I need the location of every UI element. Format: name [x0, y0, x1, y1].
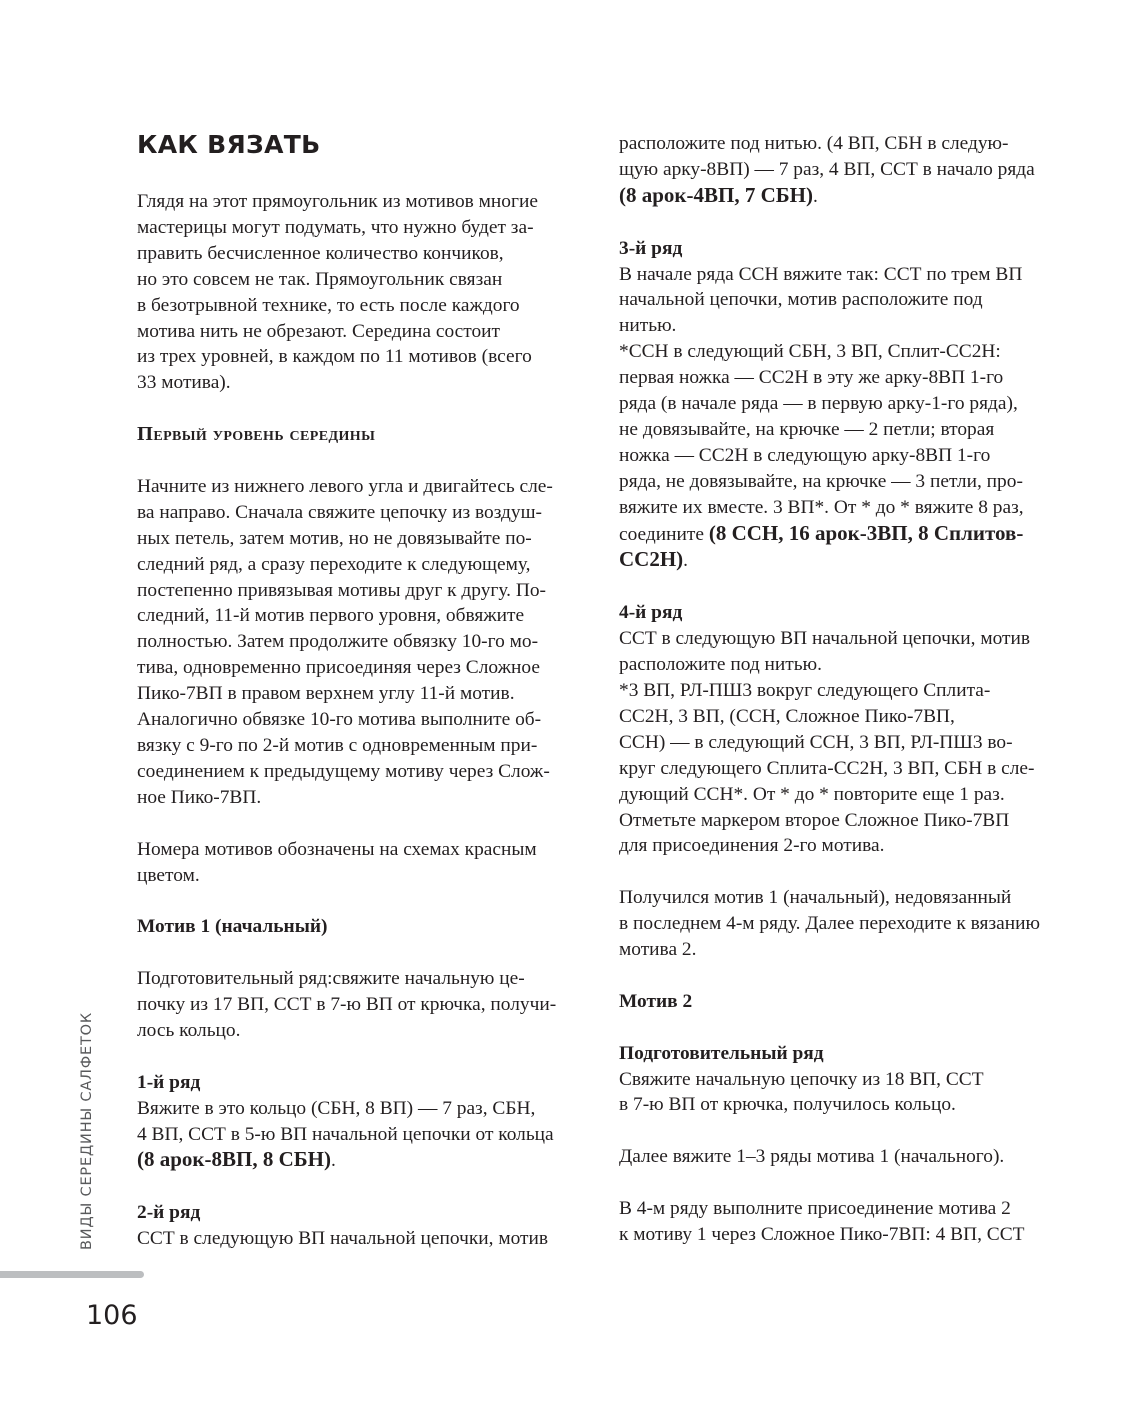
- row3-heading: 3-й ряд: [619, 237, 683, 259]
- text-line: лось кольцо.: [137, 1019, 241, 1041]
- text-line: к мотиву 1 через Сложное Пико-7ВП: 4 ВП, ССТ: [619, 1223, 1025, 1245]
- row4-join-paragraph: [619, 1196, 1069, 1248]
- row2-result: (8 арок-4ВП, 7 СБН): [619, 182, 813, 207]
- text-line: следний ряд, а сразу переходите к следующему,: [137, 553, 531, 575]
- text-line: ное Пико-7ВП.: [137, 786, 262, 808]
- text-line: ССТ в следующую ВП начальной цепочки, мотив: [137, 1228, 549, 1250]
- text-line: но это совсем не так. Прямоугольник связан: [137, 268, 503, 290]
- text-line: Получился мотив 1 (начальный), недовязанный: [619, 887, 1012, 909]
- text-line: Подготовительный ряд:свяжите начальную це-: [137, 968, 525, 990]
- text-line: круг следующего Сплита-СС2Н, 3 ВП, СБН в сле-: [619, 757, 1035, 779]
- text-line: из трех уровней, в каждом по 11 мотивов (всего: [137, 346, 532, 368]
- motif1-heading: Мотив 1 (начальный): [137, 916, 328, 938]
- text-line: СС2Н, 3 ВП, (ССН, Сложное Пико-7ВП,: [619, 705, 955, 727]
- text-line: в 7-ю ВП от крючка, получилось кольцо.: [619, 1094, 956, 1116]
- row2-paragraph: [137, 1226, 577, 1252]
- text-line: Отметьте маркером второе Сложное Пико-7ВП: [619, 809, 1010, 831]
- intro-paragraph: [137, 189, 577, 396]
- text-line: ряда, не довязывайте, на крючке — 3 петли, про-: [619, 470, 1023, 492]
- text-line: вяжите их вместе. 3 ВП*. От * до * вяжите 8 раз,: [619, 496, 1024, 518]
- text-line: мастерицы могут подумать, что нужно будет за-: [137, 216, 534, 238]
- chapter-side-label: ВИДЫ СЕРЕДИНЫ САЛФЕТОК: [79, 1012, 95, 1250]
- row4-paragraph: [619, 626, 1069, 859]
- text-line: нитью.: [619, 315, 677, 337]
- left-column: [137, 130, 577, 1252]
- prep2-paragraph: [619, 1067, 1069, 1119]
- text-line: *3 ВП, РЛ-ПШ3 вокруг следующего Сплита-: [619, 680, 991, 701]
- text-line: Начните из нижнего левого угла и двигайтесь сле-: [137, 475, 553, 497]
- text-line: расположите под нитью. (4 ВП, СБН в следую-: [619, 133, 1009, 154]
- row3-last-prefix: соедините: [619, 523, 709, 545]
- prep-row-paragraph: [137, 966, 577, 1044]
- rows13-paragraph: [619, 1144, 1069, 1170]
- row1-end: .: [330, 1150, 336, 1172]
- text-line: ножка — СС2Н в следующую арку-8ВП 1-го: [619, 444, 991, 466]
- text-line: ряда (в начале ряда — в первую арку-1-го ряда),: [619, 393, 1018, 415]
- text-line: Глядя на этот прямоугольник из мотивов многие: [137, 191, 538, 212]
- row4-heading: 4-й ряд: [619, 602, 683, 624]
- row2-heading: 2-й ряд: [137, 1202, 201, 1224]
- text-line: дующий ССН*. От * до * повторите еще 1 раз.: [619, 783, 1005, 805]
- text-line: Вяжите в это кольцо (СБН, 8 ВП) — 7 раз, СБН,: [137, 1097, 536, 1119]
- text-line: 4 ВП, ССТ в 5-ю ВП начальной цепочки от кольца: [137, 1123, 554, 1145]
- row3-result-line: [619, 521, 1069, 548]
- text-line: мотива нить не обрезают. Середина состоит: [137, 320, 501, 342]
- level-heading: Первый уровень середины: [137, 423, 376, 446]
- text-line: В начале ряда ССН вяжите так: ССТ по трем ВП: [619, 263, 1023, 285]
- text-line: вязку с 9-го по 2-й мотив с одновременным при-: [137, 735, 538, 756]
- text-line: щую арку-8ВП) — 7 раз, 4 ВП, ССТ в начало ряда: [619, 158, 1035, 180]
- page-title: КАК ВЯЗАТЬ: [137, 130, 321, 159]
- text-line: ССН) — в следующий ССН, 3 ВП, РЛ-ПШ3 во-: [619, 731, 1013, 753]
- row3-result-b: СС2Н): [619, 547, 684, 572]
- text-line: Пико-7ВП в правом верхнем углу 11-й мотив.: [137, 683, 515, 705]
- right-column: [619, 131, 1069, 1248]
- text-line: начальной цепочки, мотив расположите под: [619, 289, 983, 311]
- text-line: в последнем 4-м ряду. Далее переходите к вязанию: [619, 913, 1040, 935]
- row2-end: .: [812, 185, 818, 207]
- row3-result-a: (8 ССН, 16 арок-3ВП, 8 Сплитов-: [708, 520, 1024, 545]
- text-line: ва направо. Сначала свяжите цепочку из воздуш-: [137, 501, 542, 523]
- text-line: Аналогично обвязке 10-го мотива выполните об-: [137, 709, 542, 731]
- text-line: тива, одновременно присоединяя через Сложное: [137, 657, 540, 679]
- row3-paragraph: [619, 262, 1069, 521]
- text-line: Свяжите начальную цепочку из 18 ВП, ССТ: [619, 1068, 984, 1090]
- text-line: мотива 2.: [619, 939, 697, 961]
- text-line: соединением к предыдущему мотиву через Слож-: [137, 760, 550, 782]
- text-line: расположите под нитью.: [619, 654, 822, 676]
- text-line: в безотрывной технике, то есть после каждого: [137, 294, 520, 316]
- text-line: цветом.: [137, 864, 200, 886]
- text-line: Номера мотивов обозначены на схемах красным: [137, 838, 537, 860]
- page-number: 106: [86, 1300, 138, 1331]
- text-line: почку из 17 ВП, ССТ в 7-ю ВП от крючка, получи-: [137, 994, 557, 1016]
- row2-result-line: [619, 183, 1069, 210]
- text-line: ССТ в следующую ВП начальной цепочки, мотив: [619, 628, 1031, 650]
- text-line: *ССН в следующий СБН, 3 ВП, Сплит-СС2Н:: [619, 341, 1001, 363]
- numbers-note: [137, 837, 577, 889]
- text-line: следний, 11-й мотив первого уровня, обвяжите: [137, 605, 525, 627]
- row1-result-line: [137, 1147, 577, 1174]
- text-line: не довязывайте, на крючке — 2 петли; вторая: [619, 418, 995, 440]
- prep2-heading: Подготовительный ряд: [619, 1042, 824, 1064]
- text-line: первая ножка — СС2Н в эту же арку-8ВП 1-го: [619, 367, 1004, 389]
- row2-continuation: [619, 131, 1069, 183]
- text-line: В 4-м ряду выполните присоединение мотива 2: [619, 1198, 1011, 1220]
- text-line: для присоединения 2-го мотива.: [619, 835, 885, 857]
- text-line: 33 мотива).: [137, 372, 231, 394]
- text-line: ных петель, затем мотив, но не довязывайте по-: [137, 527, 532, 549]
- page-marker-bar: [0, 1271, 144, 1278]
- text-line: постепенно привязывая мотивы друг к другу. По-: [137, 579, 546, 601]
- row1-result: (8 арок-8ВП, 8 СБН): [137, 1147, 331, 1172]
- row3-result-line-2: [619, 547, 1069, 574]
- motif2-heading: Мотив 2: [619, 990, 693, 1012]
- row3-end: .: [683, 550, 689, 572]
- row1-paragraph: [137, 1096, 577, 1148]
- result-note: [619, 885, 1069, 963]
- level-paragraph: [137, 474, 577, 811]
- text-line: Далее вяжите 1–3 ряды мотива 1 (начального).: [619, 1146, 1005, 1168]
- text-line: править бесчисленное количество кончиков,: [137, 242, 504, 264]
- row1-heading: 1-й ряд: [137, 1071, 201, 1093]
- text-line: полностью. Затем продолжите обвязку 10-го мо-: [137, 631, 539, 653]
